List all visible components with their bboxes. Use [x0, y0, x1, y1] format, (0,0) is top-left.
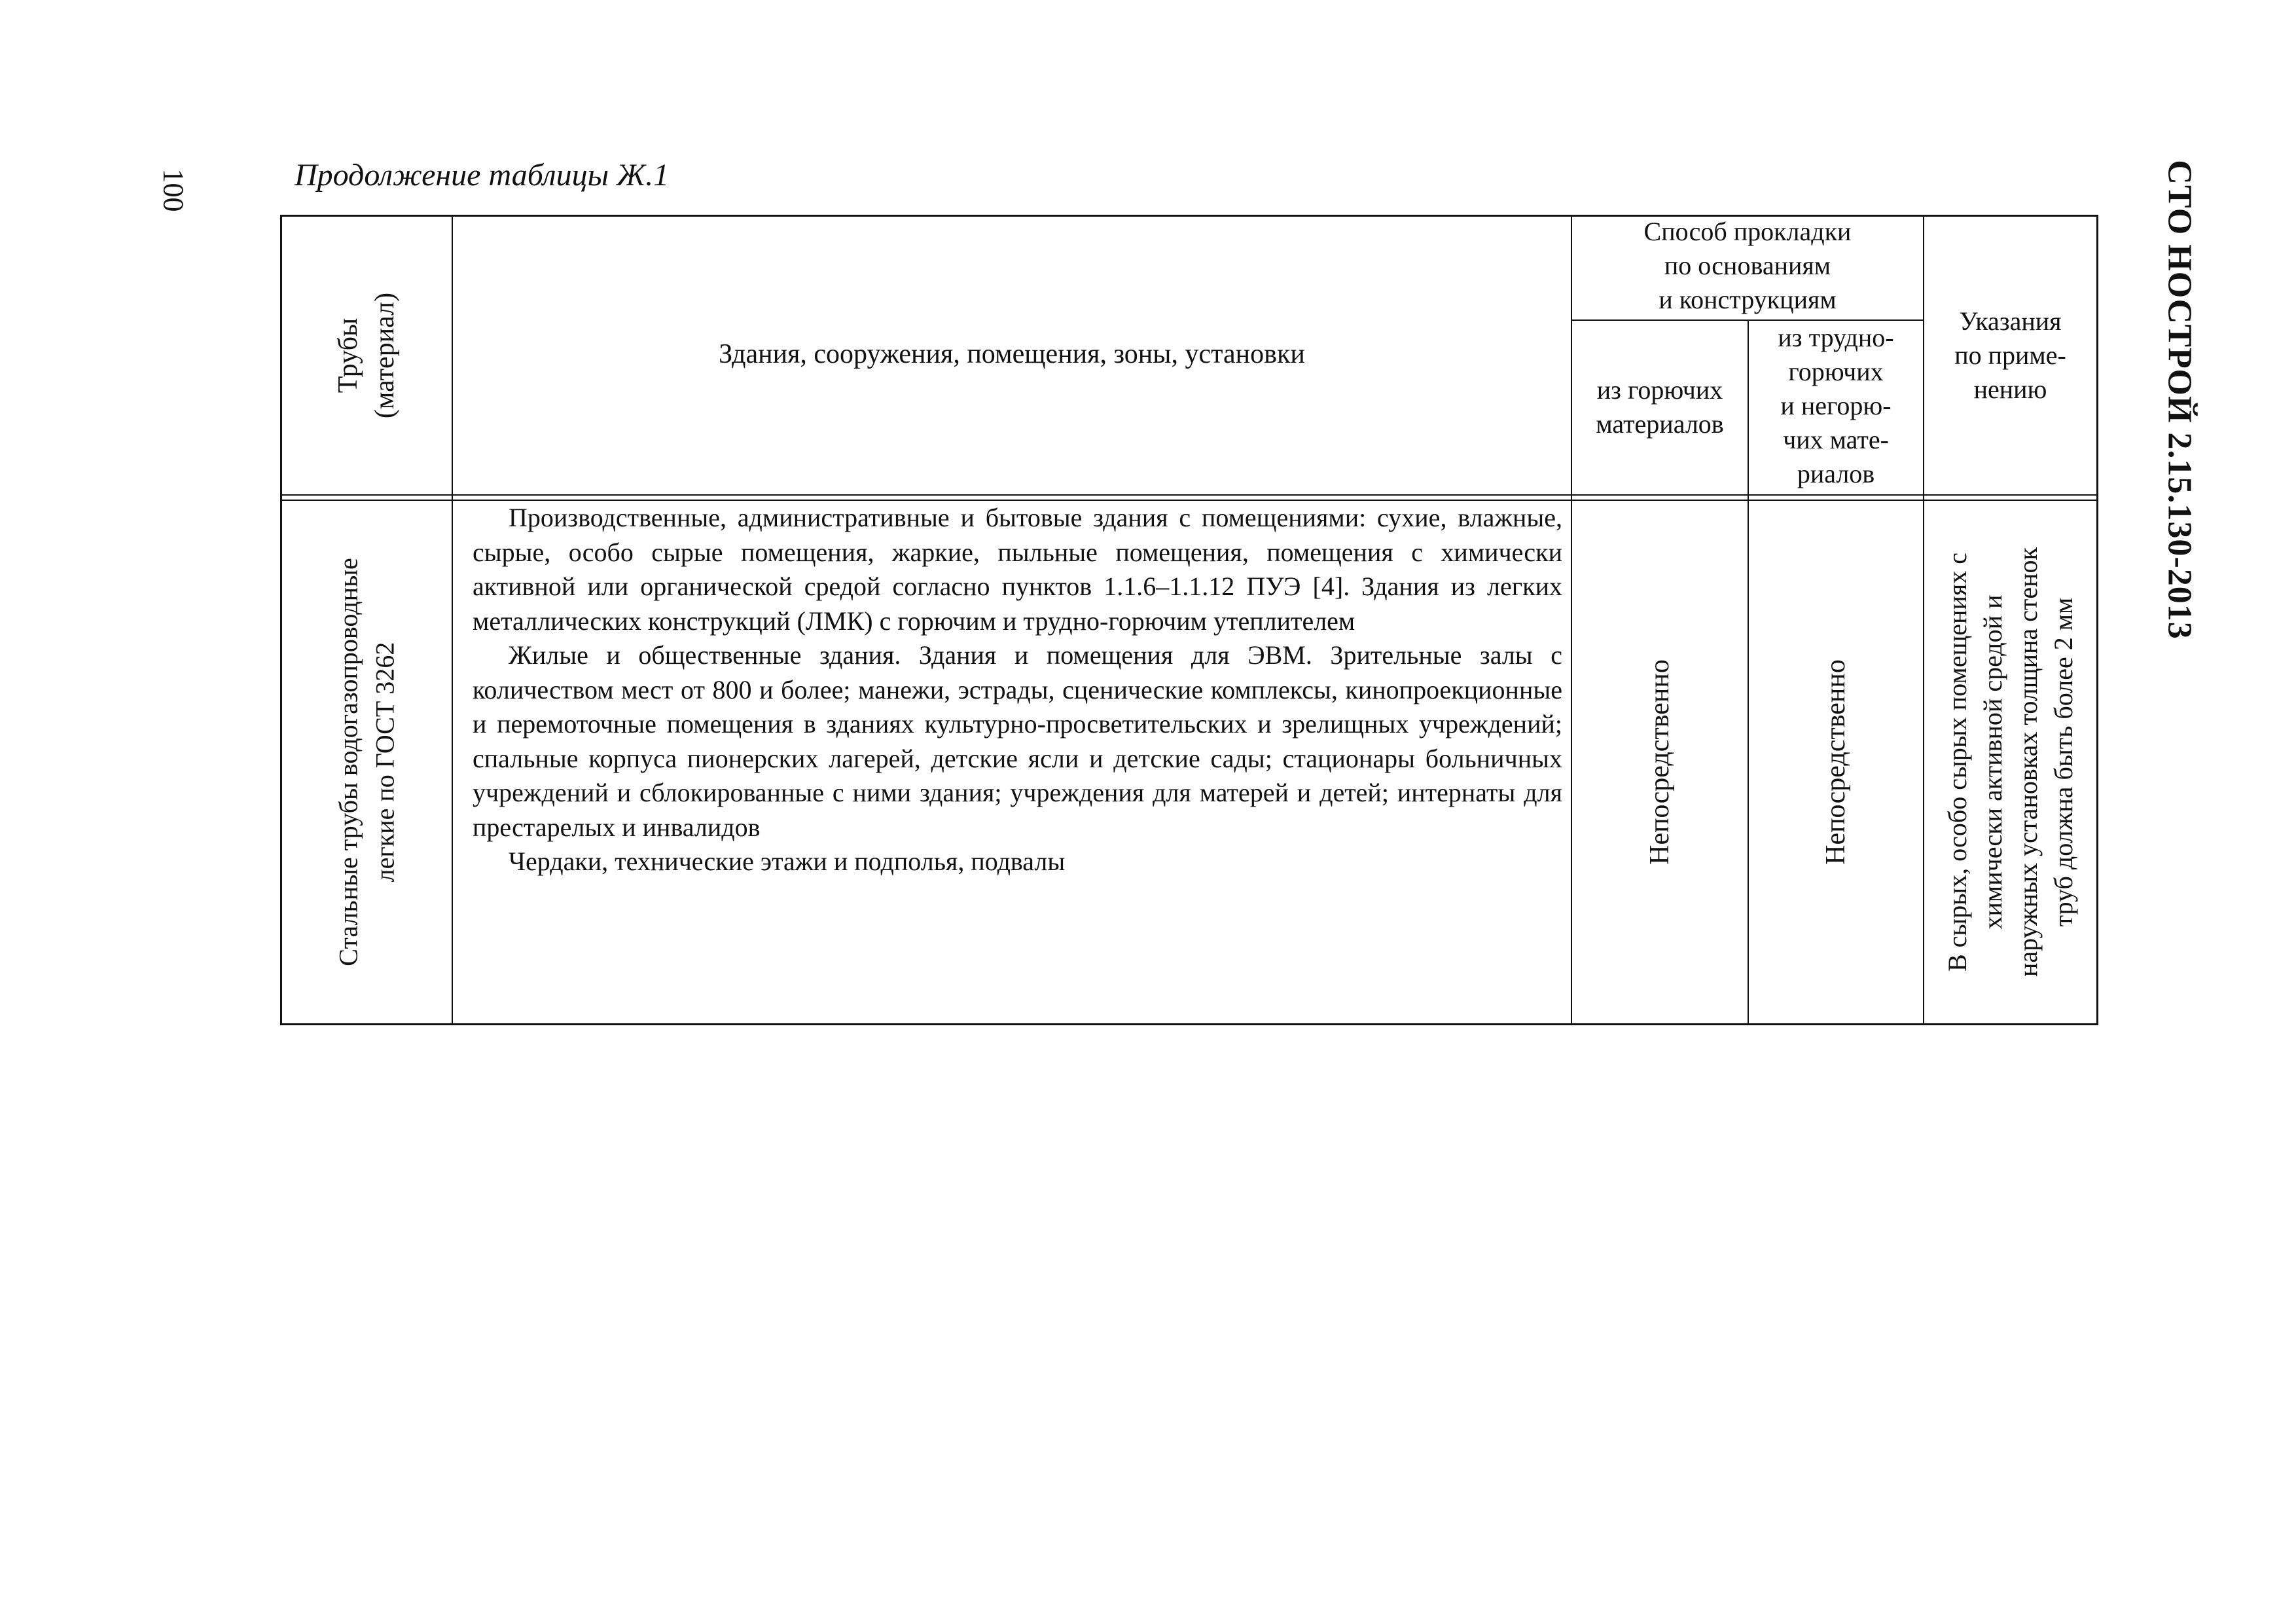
- header-separator: [280, 494, 2098, 496]
- table-border-right: [2096, 215, 2098, 1025]
- header-combustible-line1: из горючих: [1596, 375, 1723, 405]
- row-instructions: [1924, 501, 2096, 1023]
- header-instructions-line1: Указания: [1959, 306, 2062, 336]
- header-instructions: [1924, 304, 2096, 407]
- header-noncombustible-line3: и негорю-: [1780, 391, 1892, 420]
- page-number: [154, 151, 193, 229]
- header-noncombustible-line2: горючих: [1788, 357, 1884, 386]
- header-laying-line3: и конструкциям: [1659, 285, 1837, 314]
- page-number-text: 100: [157, 168, 190, 211]
- row-pipes-line2: легкие по ГОСТ 3262: [370, 642, 400, 883]
- header-pipes-line1: Трубы: [333, 318, 364, 393]
- header-noncombustible: [1749, 321, 1923, 491]
- row-buildings: [473, 501, 1562, 879]
- header-pipes: [282, 217, 452, 494]
- header-instructions-line2: по приме-: [1954, 340, 2066, 370]
- row-buildings-paragraph-1: Производственные, административные и бытовые здания с помещениями: сухие, влажные, сырые, особо сырые помещения, жаркие, пыльные помещения, помещения с химически активной или органической средой согласно пунктов 1.1.6–1.1.12 ПУЭ [4]. Здания из легких металлических конструкций (ЛМК) с горючим и трудно-горючим утеплителем: [473, 503, 1562, 636]
- row-noncombustible-text: Непосредственно: [1821, 659, 1851, 865]
- header-combustible: [1572, 373, 1748, 441]
- row-instructions-line2: химически активной средой и: [1977, 594, 2007, 930]
- header-pipes-text: [330, 293, 403, 418]
- header-noncombustible-line1: из трудно-: [1778, 323, 1894, 352]
- row-buildings-paragraph-3: Чердаки, технические этажи и подполья, подвалы: [509, 847, 1066, 876]
- row-combustible: [1572, 501, 1748, 1023]
- document-code: [2147, 144, 2212, 655]
- header-combustible-line2: материалов: [1596, 409, 1724, 439]
- header-laying-line1: Способ прокладки: [1643, 217, 1852, 246]
- header-noncombustible-line4: чих мате-: [1783, 425, 1889, 454]
- row-pipes-line1: Стальные трубы водогазопроводные: [333, 558, 363, 966]
- document-code-text: СТО НОСТРОЙ 2.15.130-2013: [2161, 159, 2198, 640]
- row-instructions-line4: труб должна быть более 2 мм: [2048, 597, 2078, 927]
- row-combustible-text: Непосредственно: [1645, 659, 1675, 865]
- row-instructions-line1: В сырых, особо сырых помещениях с: [1942, 552, 1972, 972]
- header-instructions-line3: нению: [1973, 374, 2047, 404]
- header-noncombustible-line5: риалов: [1797, 459, 1875, 488]
- row-noncombustible: [1749, 501, 1923, 1023]
- header-laying-line2: по основаниям: [1664, 251, 1831, 280]
- table-border-bottom: [280, 1023, 2098, 1025]
- header-pipes-line2: (материал): [370, 292, 401, 419]
- table-caption: Продолжение таблицы Ж.1: [295, 158, 670, 192]
- column-line-1: [452, 215, 453, 1025]
- row-buildings-paragraph-2: Жилые и общественные здания. Здания и помещения для ЭВМ. Зрительные залы с количеством мест от 800 и более; манежи, эстрады, сценические комплексы, кинопроекционные и перемоточные помещения в зданиях культурно-просветительских и зрелищных учреждений; спальные корпуса пионерских лагерей, детские ясли и детские сады; стационары больничных учреждений и сблокированные с ними здания; учреждения для матерей и детей; интернаты для престарелых и инвалидов: [473, 640, 1562, 842]
- row-pipes: [282, 501, 452, 1023]
- row-pipes-text: [331, 558, 404, 966]
- header-laying: [1572, 215, 1923, 317]
- header-buildings: Здания, сооружения, помещения, зоны, установки: [719, 339, 1305, 369]
- row-instructions-text: [1940, 547, 2081, 977]
- row-instructions-line3: наружных установках толщина стенок: [2013, 547, 2043, 977]
